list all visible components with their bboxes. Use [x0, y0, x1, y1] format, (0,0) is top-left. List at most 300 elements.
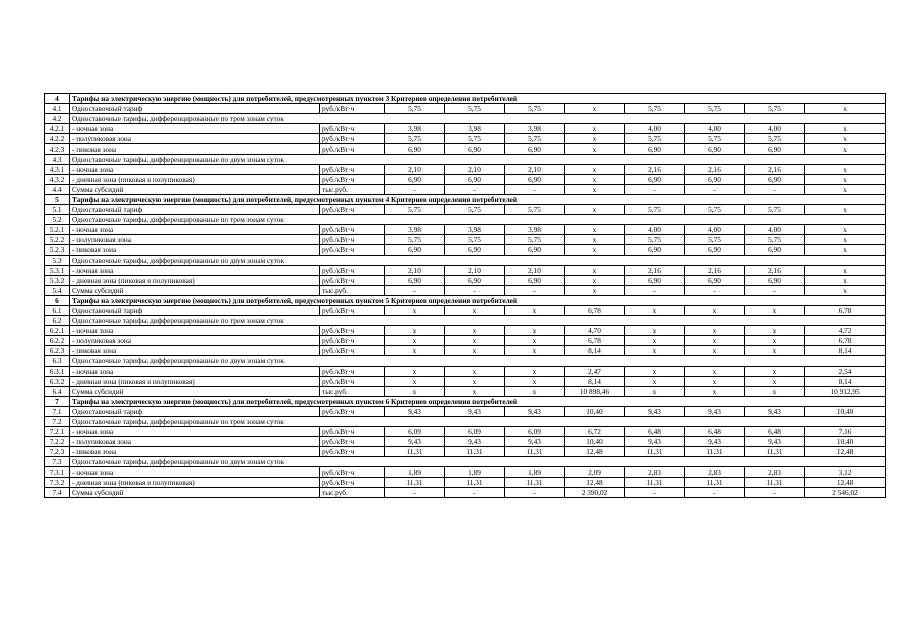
value-cell: 6,90	[505, 275, 565, 285]
row-name: - пиковая зона	[70, 346, 320, 356]
row-unit: руб./кВт·ч	[320, 427, 385, 437]
row-unit: тыс.руб.	[320, 184, 385, 194]
value-cell: х	[805, 205, 886, 215]
section-title: Тарифы на электрическую энергию (мощность) для потребителей, предусмотренных пунктом 6 Критериев определения потребителей	[70, 396, 886, 406]
value-cell: х	[805, 275, 886, 285]
row-name: - ночная зона	[70, 225, 320, 235]
row-number: 6.3.1	[45, 366, 70, 376]
row-number: 6.3	[45, 356, 70, 366]
value-cell: 11,31	[625, 477, 685, 487]
value-cell: -	[745, 285, 805, 295]
value-cell: х	[805, 164, 886, 174]
value-cell: -	[385, 487, 445, 497]
row-number: 4.2	[45, 114, 70, 124]
value-cell: 10,40	[805, 406, 886, 416]
row-name: - полупиковая зона	[70, 437, 320, 447]
subsection-title: Одноставочные тарифы, дифференцированные по трем зонам суток	[70, 114, 886, 124]
value-cell: 6,48	[625, 427, 685, 437]
value-cell: х	[565, 134, 625, 144]
value-cell: 12,48	[565, 447, 625, 457]
value-cell: 3,98	[445, 225, 505, 235]
subsection-title: Одноставочные тарифы, дифференцированные по двум зонам суток	[70, 255, 886, 265]
row-number: 6.3.2	[45, 376, 70, 386]
table-row	[45, 164, 886, 174]
table-row	[45, 447, 886, 457]
row-unit: руб./кВт·ч	[320, 174, 385, 184]
value-cell: 6,90	[625, 174, 685, 184]
value-cell: х	[805, 265, 886, 275]
value-cell: 2,10	[445, 265, 505, 275]
value-cell: 5,75	[445, 104, 505, 114]
value-cell: х	[385, 346, 445, 356]
value-cell: 6,09	[505, 427, 565, 437]
row-name: Одноставочный тариф	[70, 305, 320, 315]
row-number: 4.3.2	[45, 174, 70, 184]
section-header-row	[45, 94, 886, 104]
row-name: - ночная зона	[70, 326, 320, 336]
row-name: - пиковая зона	[70, 447, 320, 457]
value-cell: 5,75	[745, 235, 805, 245]
row-name: - ночная зона	[70, 427, 320, 437]
value-cell: 6,90	[505, 144, 565, 154]
row-name: - полупиковая зона	[70, 336, 320, 346]
value-cell: 2 390,02	[565, 487, 625, 497]
value-cell: -	[505, 184, 565, 194]
value-cell: 5,75	[625, 205, 685, 215]
value-cell: 4,00	[685, 225, 745, 235]
value-cell: х	[445, 305, 505, 315]
subsection-row	[45, 215, 886, 225]
row-name: Одноставочный тариф	[70, 406, 320, 416]
row-name: - дневная зона (пиковая и полупиковая)	[70, 174, 320, 184]
section-title: Тарифы на электрическую энергию (мощность) для потребителей, предусмотренных пунктом 5 Критериев определения потребителей	[70, 295, 886, 305]
row-unit: руб./кВт·ч	[320, 265, 385, 275]
value-cell: х	[745, 386, 805, 396]
table-row	[45, 174, 886, 184]
table-row	[45, 124, 886, 134]
subsection-title: Одноставочные тарифы, дифференцированные по трем зонам суток	[70, 417, 886, 427]
subsection-row	[45, 154, 886, 164]
value-cell: 5,75	[745, 205, 805, 215]
row-number: 4.2.1	[45, 124, 70, 134]
value-cell: 11,31	[505, 447, 565, 457]
row-number: 7.2.1	[45, 427, 70, 437]
row-unit: руб./кВт·ч	[320, 437, 385, 447]
value-cell: 5,75	[685, 205, 745, 215]
value-cell: 3,12	[805, 467, 886, 477]
value-cell: 6,48	[685, 427, 745, 437]
value-cell: -	[445, 487, 505, 497]
value-cell: 4,00	[745, 124, 805, 134]
row-unit: руб./кВт·ч	[320, 447, 385, 457]
row-number: 6.2	[45, 316, 70, 326]
row-number: 5.2.2	[45, 235, 70, 245]
value-cell: х	[565, 184, 625, 194]
row-unit: тыс.руб.	[320, 285, 385, 295]
value-cell: 4,00	[685, 124, 745, 134]
value-cell: х	[745, 366, 805, 376]
value-cell: 1,89	[445, 467, 505, 477]
value-cell: 6,90	[625, 245, 685, 255]
value-cell: х	[625, 346, 685, 356]
value-cell: -	[385, 184, 445, 194]
row-number: 5.2.3	[45, 245, 70, 255]
value-cell: 2,10	[385, 265, 445, 275]
value-cell: 9,43	[685, 437, 745, 447]
row-unit: руб./кВт·ч	[320, 134, 385, 144]
row-unit: руб./кВт·ч	[320, 164, 385, 174]
row-number: 6.2.1	[45, 326, 70, 336]
value-cell: 6,90	[445, 174, 505, 184]
row-unit: руб./кВт·ч	[320, 225, 385, 235]
value-cell: 5,75	[505, 104, 565, 114]
value-cell: х	[385, 376, 445, 386]
section-header-row	[45, 194, 886, 204]
section-number: 4	[45, 94, 70, 104]
value-cell: 9,43	[685, 406, 745, 416]
value-cell: -	[745, 184, 805, 194]
section-header-row	[45, 396, 886, 406]
value-cell: х	[625, 376, 685, 386]
value-cell: 6,90	[505, 245, 565, 255]
value-cell: 6,90	[385, 144, 445, 154]
value-cell: 4,00	[745, 225, 805, 235]
value-cell: х	[685, 326, 745, 336]
table-row	[45, 386, 886, 396]
row-number: 4.3	[45, 154, 70, 164]
value-cell: -	[505, 285, 565, 295]
value-cell: х	[745, 336, 805, 346]
row-unit: руб./кВт·ч	[320, 467, 385, 477]
value-cell: 6,90	[445, 245, 505, 255]
value-cell: 4,70	[565, 326, 625, 336]
value-cell: х	[445, 386, 505, 396]
row-number: 7.1	[45, 406, 70, 416]
value-cell: 6,90	[445, 144, 505, 154]
value-cell: -	[505, 487, 565, 497]
value-cell: х	[805, 235, 886, 245]
value-cell: х	[805, 184, 886, 194]
value-cell: 6,09	[445, 427, 505, 437]
value-cell: х	[445, 376, 505, 386]
row-number: 6.4	[45, 386, 70, 396]
section-number: 6	[45, 295, 70, 305]
value-cell: 6,90	[685, 144, 745, 154]
value-cell: 6,09	[385, 427, 445, 437]
table-row	[45, 366, 886, 376]
value-cell: 8,14	[805, 376, 886, 386]
value-cell: х	[565, 174, 625, 184]
subsection-title: Одноставочные тарифы, дифференцированные по двум зонам суток	[70, 154, 886, 164]
row-name: Одноставочный тариф	[70, 205, 320, 215]
value-cell: 5,75	[625, 104, 685, 114]
value-cell: 6,90	[505, 174, 565, 184]
value-cell: х	[805, 104, 886, 114]
row-name: Сумма субсидий	[70, 285, 320, 295]
value-cell: 6,78	[565, 336, 625, 346]
row-number: 7.3.1	[45, 467, 70, 477]
value-cell: 6,90	[685, 275, 745, 285]
row-unit: руб./кВт·ч	[320, 406, 385, 416]
row-number: 4.4	[45, 184, 70, 194]
value-cell: 9,43	[625, 406, 685, 416]
row-unit: руб./кВт·ч	[320, 477, 385, 487]
row-name: - полупиковая зона	[70, 134, 320, 144]
value-cell: 6,90	[745, 144, 805, 154]
row-unit: руб./кВт·ч	[320, 326, 385, 336]
value-cell: 3,98	[385, 225, 445, 235]
value-cell: 5,75	[685, 104, 745, 114]
row-number: 4.1	[45, 104, 70, 114]
value-cell: 3,98	[505, 225, 565, 235]
table-row	[45, 487, 886, 497]
value-cell: 12,48	[805, 477, 886, 487]
subsection-row	[45, 356, 886, 366]
table-row	[45, 346, 886, 356]
value-cell: 6,90	[685, 245, 745, 255]
value-cell: х	[625, 326, 685, 336]
value-cell: 8,14	[565, 376, 625, 386]
value-cell: 8,14	[565, 346, 625, 356]
value-cell: х	[565, 144, 625, 154]
row-name: - полупиковая зона	[70, 235, 320, 245]
row-number: 5.3.1	[45, 265, 70, 275]
value-cell: 6,78	[805, 305, 886, 315]
value-cell: х	[805, 245, 886, 255]
value-cell: 2,10	[445, 164, 505, 174]
value-cell: 6,48	[745, 427, 805, 437]
table-row	[45, 467, 886, 477]
value-cell: 11,31	[625, 447, 685, 457]
value-cell: х	[745, 305, 805, 315]
row-number: 5.4	[45, 285, 70, 295]
value-cell: 7,16	[805, 427, 886, 437]
value-cell: 6,90	[385, 174, 445, 184]
value-cell: 5,75	[505, 134, 565, 144]
tariff-table	[44, 93, 886, 498]
row-name: Сумма субсидий	[70, 184, 320, 194]
value-cell: х	[445, 346, 505, 356]
table-row	[45, 477, 886, 487]
value-cell: 4,00	[625, 225, 685, 235]
value-cell: -	[445, 184, 505, 194]
row-unit: руб./кВт·ч	[320, 336, 385, 346]
value-cell: х	[505, 376, 565, 386]
row-number: 4.3.1	[45, 164, 70, 174]
value-cell: х	[565, 245, 625, 255]
value-cell: 5,75	[385, 235, 445, 245]
row-name: - ночная зона	[70, 124, 320, 134]
value-cell: х	[805, 174, 886, 184]
row-name: - ночная зона	[70, 366, 320, 376]
value-cell: х	[685, 336, 745, 346]
value-cell: х	[385, 336, 445, 346]
value-cell: 11,31	[685, 477, 745, 487]
section-title: Тарифы на электрическую энергию (мощность) для потребителей, предусмотренных пунктом 4 Критериев определения потребителей	[70, 194, 886, 204]
value-cell: 12,48	[565, 477, 625, 487]
subsection-title: Одноставочные тарифы, дифференцированные по трем зонам суток	[70, 316, 886, 326]
value-cell: х	[745, 326, 805, 336]
value-cell: х	[565, 235, 625, 245]
value-cell: 10,40	[805, 437, 886, 447]
table-row	[45, 225, 886, 235]
value-cell: х	[805, 134, 886, 144]
value-cell: 11,31	[385, 447, 445, 457]
value-cell: 11,31	[685, 447, 745, 457]
value-cell: 10,40	[565, 437, 625, 447]
value-cell: х	[505, 336, 565, 346]
value-cell: 3,98	[445, 124, 505, 134]
value-cell: 11,31	[745, 447, 805, 457]
value-cell: 2,10	[505, 265, 565, 275]
value-cell: х	[565, 265, 625, 275]
value-cell: 2 546,02	[805, 487, 886, 497]
row-unit: руб./кВт·ч	[320, 245, 385, 255]
row-unit: руб./кВт·ч	[320, 305, 385, 315]
row-name: - ночная зона	[70, 467, 320, 477]
value-cell: 2,16	[745, 265, 805, 275]
value-cell: х	[685, 386, 745, 396]
value-cell: -	[685, 184, 745, 194]
row-unit: руб./кВт·ч	[320, 346, 385, 356]
value-cell: 11,31	[385, 477, 445, 487]
value-cell: 5,75	[745, 104, 805, 114]
tariff-document	[44, 93, 865, 498]
value-cell: -	[685, 487, 745, 497]
row-name: Сумма субсидий	[70, 487, 320, 497]
row-number: 4.2.3	[45, 144, 70, 154]
value-cell: 5,75	[385, 134, 445, 144]
value-cell: 2,09	[565, 467, 625, 477]
value-cell: 2,16	[625, 265, 685, 275]
value-cell: х	[685, 376, 745, 386]
value-cell: 1,89	[385, 467, 445, 477]
value-cell: 2,83	[745, 467, 805, 477]
value-cell: 3,98	[385, 124, 445, 134]
value-cell: х	[565, 275, 625, 285]
table-row	[45, 437, 886, 447]
row-number: 5.3	[45, 255, 70, 265]
value-cell: 6,90	[445, 275, 505, 285]
value-cell: х	[385, 326, 445, 336]
value-cell: х	[565, 164, 625, 174]
value-cell: х	[625, 305, 685, 315]
row-number: 6.1	[45, 305, 70, 315]
value-cell: 6,90	[385, 275, 445, 285]
value-cell: х	[625, 386, 685, 396]
table-row	[45, 144, 886, 154]
value-cell: х	[505, 326, 565, 336]
value-cell: 6,90	[625, 144, 685, 154]
value-cell: 2,16	[685, 265, 745, 275]
value-cell: 11,31	[445, 447, 505, 457]
row-name: - ночная зона	[70, 265, 320, 275]
subsection-title: Одноставочные тарифы, дифференцированные по двум зонам суток	[70, 356, 886, 366]
value-cell: х	[565, 124, 625, 134]
value-cell: -	[385, 285, 445, 295]
value-cell: 2,83	[685, 467, 745, 477]
row-number: 6.2.2	[45, 336, 70, 346]
table-row	[45, 427, 886, 437]
value-cell: 5,75	[745, 134, 805, 144]
value-cell: 6,78	[805, 336, 886, 346]
value-cell: -	[745, 487, 805, 497]
value-cell: х	[805, 124, 886, 134]
value-cell: 5,75	[385, 205, 445, 215]
value-cell: 5,75	[385, 104, 445, 114]
value-cell: 11,31	[445, 477, 505, 487]
row-number: 7.2.3	[45, 447, 70, 457]
table-row	[45, 104, 886, 114]
value-cell: 9,43	[385, 437, 445, 447]
value-cell: 5,75	[505, 235, 565, 245]
value-cell: -	[625, 184, 685, 194]
table-row	[45, 305, 886, 315]
value-cell: х	[505, 305, 565, 315]
value-cell: х	[745, 376, 805, 386]
section-header-row	[45, 295, 886, 305]
value-cell: 4,00	[625, 124, 685, 134]
row-name: Одноставочный тариф	[70, 104, 320, 114]
value-cell: 6,90	[745, 275, 805, 285]
value-cell: 6,90	[625, 275, 685, 285]
value-cell: 9,43	[445, 437, 505, 447]
value-cell: 1,89	[505, 467, 565, 477]
table-row	[45, 406, 886, 416]
value-cell: 11,31	[745, 477, 805, 487]
table-row	[45, 336, 886, 346]
value-cell: 2,47	[565, 366, 625, 376]
subsection-row	[45, 457, 886, 467]
subsection-title: Одноставочные тарифы, дифференцированные по двум зонам суток	[70, 457, 886, 467]
row-number: 6.2.3	[45, 346, 70, 356]
value-cell: х	[385, 366, 445, 376]
value-cell: 2,10	[385, 164, 445, 174]
value-cell: -	[685, 285, 745, 295]
value-cell: 5,75	[625, 235, 685, 245]
value-cell: 5,75	[685, 134, 745, 144]
row-unit: руб./кВт·ч	[320, 366, 385, 376]
section-title: Тарифы на электрическую энергию (мощность) для потребителей, предусмотренных пунктом 3 Критериев определения потребителей	[70, 94, 886, 104]
section-number: 7	[45, 396, 70, 406]
value-cell: 9,43	[625, 437, 685, 447]
table-row	[45, 326, 886, 336]
value-cell: 5,75	[505, 205, 565, 215]
row-unit: тыс.руб.	[320, 386, 385, 396]
value-cell: 6,90	[385, 245, 445, 255]
table-row	[45, 275, 886, 285]
value-cell: -	[625, 285, 685, 295]
value-cell: х	[445, 336, 505, 346]
value-cell: 5,75	[445, 205, 505, 215]
value-cell: 6,72	[565, 427, 625, 437]
value-cell: 2,54	[805, 366, 886, 376]
row-unit: руб./кВт·ч	[320, 144, 385, 154]
subsection-row	[45, 316, 886, 326]
row-number: 7.2	[45, 417, 70, 427]
value-cell: 6,90	[745, 245, 805, 255]
table-row	[45, 184, 886, 194]
row-unit: руб./кВт·ч	[320, 104, 385, 114]
value-cell: х	[565, 205, 625, 215]
value-cell: 5,75	[445, 235, 505, 245]
subsection-row	[45, 114, 886, 124]
value-cell: 9,43	[745, 437, 805, 447]
value-cell: 6,90	[745, 174, 805, 184]
table-row	[45, 285, 886, 295]
row-number: 5.3.2	[45, 275, 70, 285]
row-number: 7.2.2	[45, 437, 70, 447]
